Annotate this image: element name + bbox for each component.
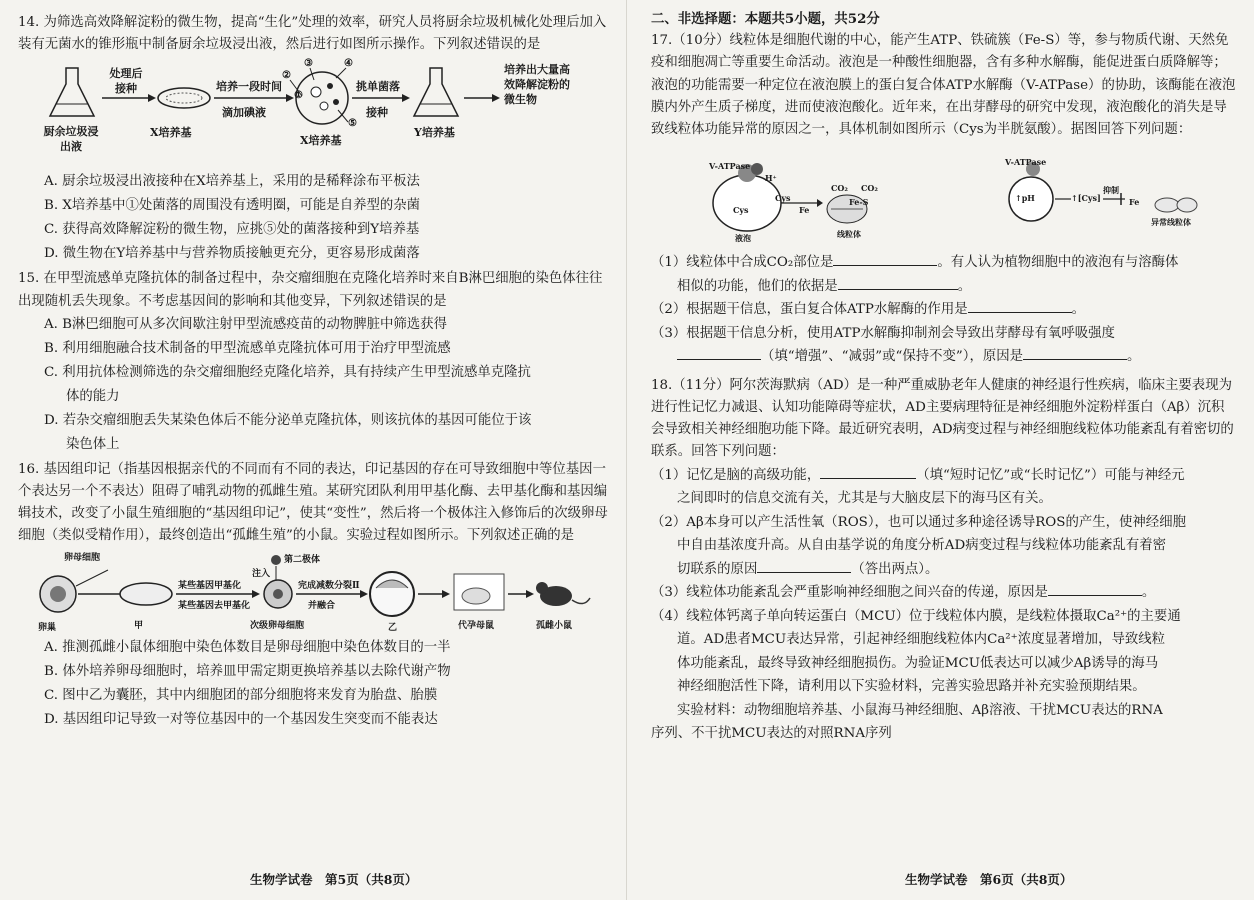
- q16-polar-label: 第二极体: [284, 554, 321, 565]
- q14-step2-top: 培养一段时间: [216, 80, 282, 94]
- q14-flask2-label: Y培养基: [414, 126, 455, 140]
- q17-sub3: [651, 322, 1236, 369]
- q16-option-d: D. 基因组印记导致一对等位基因中的一个基因发生突变而不能表达: [44, 711, 438, 727]
- q17-cys-2: Cys: [775, 193, 791, 204]
- q17-vacuole: 液泡: [735, 233, 751, 244]
- q16-ovary-label: 卵巢: [38, 622, 57, 633]
- q16-secondary-label: 次级卵母细胞: [250, 620, 305, 631]
- q15-option-d: D. 若杂交瘤细胞丢失某染色体后不能分泌单克隆抗体，则该抗体的基因可能位于该: [44, 412, 532, 428]
- q17-blank-2[interactable]: [838, 275, 958, 290]
- q16-arrow-top: 某些基因甲基化: [178, 580, 242, 591]
- q14-step3-bottom: 接种: [366, 106, 388, 120]
- q18-sub2-d: （答出两点）。: [851, 561, 939, 577]
- q17-fes: Fe-S: [849, 197, 869, 208]
- q17-fe-1: Fe: [799, 205, 810, 216]
- q16-embryo-label: 乙: [388, 622, 398, 633]
- q18-sub1: [651, 464, 1236, 511]
- q18-sub2-c: 切联系的原因: [677, 561, 758, 577]
- q15-option-b: B. 利用细胞融合技术制备的甲型流感单克隆抗体可用于治疗甲型流感: [44, 340, 451, 356]
- q16-surrogate-label: 代孕母鼠: [458, 620, 495, 631]
- q17-vatpase-2: V-ATPase: [1005, 157, 1047, 168]
- q17-sub1-a: （1）线粒体中合成CO₂部位是: [651, 255, 834, 271]
- q15-stem: 15. 在甲型流感单克隆抗体的制备过程中，杂交瘤细胞在克隆化培养时来自B淋巴细胞的染色体往往出现随机丢失现象。不考虑基因间的影响和其他变异，下列叙述错误的是: [18, 271, 603, 309]
- q14-step1: 处理后接种: [109, 67, 143, 96]
- q14-colony-1: ①: [294, 90, 303, 102]
- q18-sub3-a: （3）线粒体功能紊乱会严重影响神经细胞之间兴奋的传递，原因是: [651, 585, 1048, 601]
- q17-sub1-d: 。: [957, 278, 972, 294]
- q18-sub2-a: （2）Aβ本身可以产生活性氧（ROS），也可以通过多种途径诱导ROS的产生，使神经细胞: [651, 514, 1186, 530]
- q14-plate1-label: X培养基: [150, 126, 192, 140]
- q17-sub1-b: 。有人认为植物细胞中的液泡有与溶酶体: [937, 255, 1179, 271]
- q17-cys-1: Cys: [733, 205, 749, 216]
- q16-oocyte-label: 卵母细胞: [64, 552, 101, 563]
- q18-sub1-b: （填“短时记忆”或“长时记忆”）可能与神经元: [916, 467, 1185, 483]
- q18-stem: 18.（11分）阿尔茨海默病（AD）是一种严重威胁老年人健康的神经退行性疾病，临床主要表现为进行性记忆力减退、认知功能障碍等症状，AD主要病理特征是神经细胞外淀粉样蛋白（Aβ）沉积会导致相关神经细胞功能下降。最近研究表明，AD病变过程与神经细胞线粒体功能紊乱有着密切的联系。回答下列问题：: [651, 377, 1234, 460]
- q14-step2-bottom: 滴加碘液: [222, 106, 266, 120]
- q14-step3-top: 挑单菌落: [356, 80, 400, 94]
- q16-dish-label: 甲: [134, 620, 144, 631]
- q17-sub3-a: （3）根据题干信息分析，使用ATP水解酶抑制剂会导致出芽酵母有氧呼吸强度: [651, 325, 1115, 341]
- q16-mouse-label: 孤雌小鼠: [536, 620, 573, 631]
- q17-blank-1[interactable]: [833, 251, 937, 266]
- q18-sub4-f: 序列、不干扰MCU表达的对照RNA序列: [651, 726, 892, 742]
- q18-sub4-a: （4）线粒体钙离子单向转运蛋白（MCU）位于线粒体内膜，是线粒体摄取Ca²⁺的主要通: [651, 608, 1181, 624]
- q17-sub2-b: 。: [1071, 302, 1085, 318]
- q17-sub3-b: （填“增强”、“减弱”或“保持不变”），原因是: [761, 349, 1024, 365]
- q18-sub2: [651, 511, 1236, 582]
- q14-colony-2: ②: [282, 70, 291, 82]
- q18-sub4-b: 道。AD患者MCU表达异常，引起神经细胞线粒体内Ca²⁺浓度显著增加，导致线粒: [677, 632, 1166, 648]
- q17-sub2: [651, 298, 1236, 322]
- q17-blank-5[interactable]: [1023, 345, 1127, 360]
- q18-blank-1[interactable]: [820, 464, 916, 479]
- q14-result: 培养出大量高效降解淀粉的微生物: [504, 63, 570, 107]
- q17-fe-2: Fe: [1129, 197, 1140, 208]
- q15-option-a: A. B淋巴细胞可从多次间歇注射甲型流感疫苗的动物脾脏中筛选获得: [44, 316, 447, 332]
- q17-sub2-a: （2）根据题干信息，蛋白复合体ATP水解酶的作用是: [651, 302, 968, 318]
- q15-option-c: C. 利用抗体检测筛选的杂交瘤细胞经克隆化培养，具有持续产生甲型流感单克隆抗: [44, 364, 531, 380]
- right-page: [627, 0, 1254, 900]
- q14-flask-label: 厨余垃圾浸出液: [43, 125, 99, 154]
- q15-option-d-cont: 染色体上: [66, 436, 120, 452]
- q16-inject-label: 注入: [252, 568, 271, 579]
- q17-sub3-c: 。: [1127, 349, 1141, 365]
- q16-option-a: A. 推测孤雌小鼠体细胞中染色体数目是卵母细胞中染色体数目的一半: [44, 639, 451, 655]
- q17-cys-3: ↑[Cys]: [1071, 193, 1101, 204]
- q17-abnormal: 异常线粒体: [1151, 217, 1191, 228]
- q18-sub3-b: 。: [1141, 585, 1156, 601]
- q14-colony-3: ③: [304, 58, 313, 70]
- q18-blank-2[interactable]: [757, 558, 851, 573]
- q14-option-d: D. 微生物在Y培养基中与营养物质接触更充分，更容易形成菌落: [44, 246, 420, 262]
- q18-blank-3[interactable]: [1048, 581, 1142, 596]
- page-footer-right: 生物学试卷 第6页（共8页）: [905, 872, 1073, 887]
- q18-sub1-c: 之间即时的信息交流有关，尤其是与大脑皮层下的海马区有关。: [677, 491, 1052, 507]
- q16-option-b: B. 体外培养卵母细胞时，培养皿甲需定期更换培养基以去除代谢产物: [44, 663, 451, 679]
- section-heading: 二、非选择题：本题共5小题，共52分: [651, 11, 880, 27]
- q17-sub1: [651, 251, 1236, 298]
- q17-co2-1: CO₂: [831, 183, 848, 194]
- q15-option-c-cont: 体的能力: [66, 388, 120, 404]
- q18-sub1-a: （1）记忆是脑的高级功能，: [651, 467, 821, 483]
- q14-plate2-label: X培养基: [300, 134, 342, 148]
- q18-sub4: [651, 605, 1236, 746]
- q17-co2-2: CO₂: [861, 183, 878, 194]
- q16-arrow-bottom: 某些基因去甲基化: [178, 600, 251, 611]
- q16-stem: 16. 基因组印记（指基因根据亲代的不同而有不同的表达，印记基因的存在可导致细胞中等位基因一个表达另一个不表达）阻碍了哺乳动物的孤雌生殖。某研究团队利用甲基化酶、去甲基化酶和基因编辑技术，改变了小鼠生殖细胞的“基因组印记”，使其“变性”，然后将一个极体注入修饰后的次级卵母细胞（类似受精作用），最终创造出“孤雌生殖”的小鼠。实验过程如图所示。下列叙述正确的是: [18, 461, 608, 544]
- q17-mito: 线粒体: [837, 229, 861, 240]
- q14-option-b: B. X培养基中①处菌落的周围没有透明圈，可能是自养型的杂菌: [44, 198, 421, 214]
- q17-figure: [651, 147, 1236, 251]
- q17-blank-4[interactable]: [677, 345, 761, 360]
- q17-sub1-c: 相似的功能，他们的依据是: [677, 278, 838, 294]
- q14-figure: [18, 58, 613, 170]
- q18-sub4-c: 体功能紊乱，最终导致神经细胞损伤。为验证MCU低表达可以减少Aβ诱导的海马: [677, 655, 1159, 671]
- q18-sub4-d: 神经细胞活性下降，请利用以下实验材料，完善实验思路并补充实验预期结果。: [677, 679, 1146, 695]
- q17-vatpase-1: V-ATPase: [709, 161, 751, 172]
- q14-option-a: A. 厨余垃圾浸出液接种在X培养基上，采用的是稀释涂布平板法: [44, 174, 420, 190]
- q17-blank-3[interactable]: [968, 298, 1072, 313]
- q14-stem: 14. 为筛选高效降解淀粉的微生物，提高“生化”处理的效率，研究人员将厨余垃圾机械化处理后加入装有无菌水的锥形瓶中制备厨余垃圾浸出液，然后进行如图所示操作。下列叙述错误的是: [18, 15, 607, 53]
- q18-sub2-b: 中自由基浓度升高。从自由基学说的角度分析AD病变过程与线粒体功能紊乱有着密: [677, 538, 1167, 554]
- q18-sub3: [651, 581, 1236, 605]
- q14-colony-4: ④: [344, 58, 353, 70]
- q17-inhibit: 抑制: [1103, 185, 1119, 196]
- q16-step-bottom: 并融合: [308, 600, 336, 611]
- q14-colony-5: ⑤: [348, 118, 357, 130]
- q16-figure: [18, 548, 613, 636]
- q16-step-top: 完成减数分裂Ⅱ: [298, 580, 360, 591]
- q16-option-c: C. 图中乙为囊胚，其中内细胞团的部分细胞将来发育为胎盘、胎膜: [44, 687, 438, 703]
- page-footer-left: 生物学试卷 第5页（共8页）: [250, 872, 418, 887]
- q17-ph: ↑pH: [1015, 193, 1035, 204]
- q17-hplus: H⁺: [765, 173, 777, 184]
- q17-stem: 17.（10分）线粒体是细胞代谢的中心，能产生ATP、铁硫簇（Fe-S）等，参与物质代谢、天然免疫和细胞凋亡等重要生命活动。液泡是一种酸性细胞器，含有多种水解酶，能促进蛋白质降解等；液泡的功能需要一种定位在液泡膜上的蛋白复合体ATP水解酶（V-ATPase）的协助，该酶能在液泡膜内外产生质子梯度，进而使液泡酸化。近年来，在出芽酵母的研究中发现，液泡酸化的消失是导致线粒体功能异常的原因之一，具体机制如图所示（Cys为半胱氨酸）。据图回答下列问题：: [651, 33, 1236, 138]
- q18-sub4-e: 实验材料：动物细胞培养基、小鼠海马神经细胞、Aβ溶液、干扰MCU表达的RNA: [677, 702, 1163, 718]
- q14-option-c: C. 获得高效降解淀粉的微生物，应挑⑤处的菌落接种到Y培养基: [44, 222, 420, 238]
